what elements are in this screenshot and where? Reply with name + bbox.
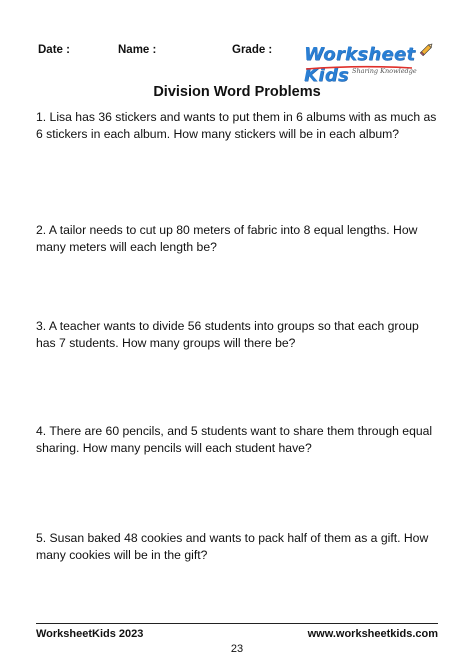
logo-tagline: Sharing Knowledge	[352, 67, 417, 75]
problem-3: 3. A teacher wants to divide 56 students into groups so that each group has 7 students. How many groups will there be?	[36, 319, 419, 350]
footer-website: www.worksheetkids.com	[307, 628, 438, 640]
footer-copyright: WorksheetKids 2023	[36, 628, 144, 640]
pencil-icon	[418, 40, 436, 58]
problem-1: 1. Lisa has 36 stickers and wants to put them in 6 albums with as much as 6 stickers in each album. How many stickers will be in each album?	[36, 110, 437, 141]
problem-5: 5. Susan baked 48 cookies and wants to pack half of them as a gift. How many cookies will be in the gift?	[36, 531, 429, 562]
footer-divider	[36, 623, 438, 624]
worksheet-kids-logo	[300, 40, 440, 86]
worksheet-header	[0, 40, 474, 86]
problem-2: 2. A tailor needs to cut up 80 meters of fabric into 8 equal lengths. How many meters will each length be?	[36, 223, 418, 254]
problem-4: 4. There are 60 pencils, and 5 students want to share them through equal sharing. How many pencils will each student have?	[36, 424, 433, 455]
name-label: Name :	[118, 44, 157, 56]
logo-text: Worksheet Kids	[304, 44, 416, 86]
date-label: Date :	[38, 44, 70, 56]
grade-label: Grade :	[232, 44, 273, 56]
page-number: 23	[230, 643, 244, 655]
page-title: Division Word Problems	[153, 84, 321, 100]
